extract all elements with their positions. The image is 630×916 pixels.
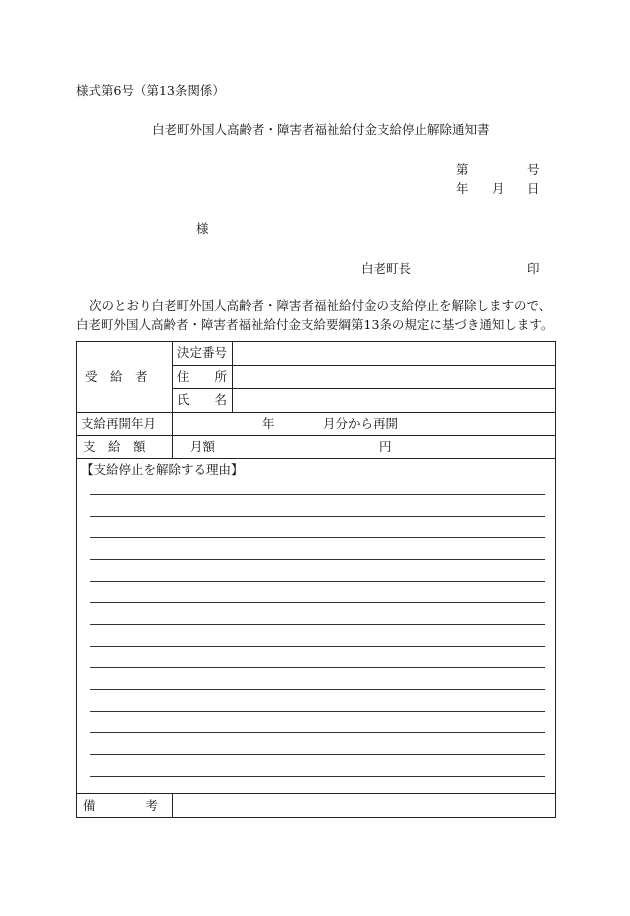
reason-line <box>90 581 545 582</box>
monthly-label: 月額 <box>190 439 216 454</box>
reason-line <box>90 754 545 755</box>
row-divider <box>172 365 555 366</box>
doc-number-suffix: 号 <box>527 162 540 177</box>
recipient-honorific: 様 <box>196 221 209 236</box>
resume-month-label: 支給再開年月 <box>81 416 157 431</box>
reason-line <box>90 602 545 603</box>
row-divider <box>77 458 555 459</box>
date-year-label: 年 <box>456 181 469 196</box>
address-label: 住 所 <box>177 369 228 384</box>
yen-unit: 円 <box>379 439 392 454</box>
reason-line <box>90 689 545 690</box>
reason-line <box>90 732 545 733</box>
reason-line <box>90 646 545 647</box>
column-divider <box>232 342 233 412</box>
row-divider <box>77 435 555 436</box>
details-table <box>76 341 556 818</box>
column-divider <box>172 342 173 458</box>
decision-number-label: 決定番号 <box>177 345 228 360</box>
reason-line <box>90 624 545 625</box>
reason-line <box>90 711 545 712</box>
notice-body: 次のとおり白老町外国人高齢者・障害者福祉給付金の支給停止を解除しますので、白老町外国人高齢者・障害者福祉給付金支給要綱第13条の規定に基づき通知します。 <box>76 298 554 332</box>
row-divider <box>172 388 555 389</box>
amount-label: 支 給 額 <box>83 439 146 454</box>
seal-mark: 印 <box>527 261 540 276</box>
reason-label: 【支給停止を解除する理由】 <box>81 462 244 477</box>
resume-year-unit: 年 <box>262 416 275 431</box>
column-divider <box>172 793 173 818</box>
date-month-label: 月 <box>492 181 505 196</box>
form-number: 様式第6号（第13条関係） <box>76 83 225 98</box>
document-title: 白老町外国人高齢者・障害者福祉給付金支給停止解除通知書 <box>152 122 490 137</box>
name-label: 氏 名 <box>177 392 228 407</box>
reason-line <box>90 667 545 668</box>
issuer-name: 白老町長 <box>361 261 412 276</box>
remarks-label: 備 考 <box>83 798 159 813</box>
date-day-label: 日 <box>527 181 540 196</box>
reason-line <box>90 494 545 495</box>
reason-line <box>90 559 545 560</box>
reason-line <box>90 776 545 777</box>
resume-month-text: 月分から再開 <box>323 416 399 431</box>
recipient-label: 受 給 者 <box>85 369 148 384</box>
reason-line <box>90 537 545 538</box>
row-divider <box>77 412 555 413</box>
reason-line <box>90 516 545 517</box>
doc-number-prefix: 第 <box>456 162 469 177</box>
row-divider <box>77 793 555 794</box>
